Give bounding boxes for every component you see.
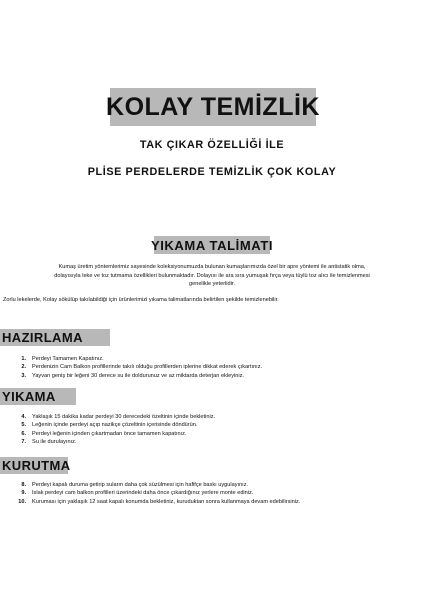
- title-banner: [106, 88, 320, 126]
- list-item: [10, 481, 420, 489]
- step-text: Leğenin içinde perdeyi açıp nazikçe çözeltinin içerisinde döndürün.: [32, 422, 198, 429]
- page-title: KOLAY TEMİZLİK: [106, 92, 320, 121]
- step-text: Perdeyi kapalı duruma getirip suların daha çok süzülmesi için hafifçe baskı uygulayınız.: [32, 482, 249, 488]
- cleaning-note: Zorlu lekelerde, Kolay sökülüp takılabildiği için ürünlerimizi yıkama talimatlarında belirtilen şekilde temizlenebilir.: [3, 297, 279, 303]
- intro-line: Kumaş üretim yöntemlerimiz sayesinde koleksiyonumuzda bulunan kumaşlarımızda özel bir apre yöntemi ile antistatik olma,: [58, 264, 366, 270]
- intro-line: genelikle yeterlidir.: [188, 281, 236, 288]
- list-item: [10, 355, 420, 363]
- list-item: [10, 498, 420, 506]
- step-text: Perdeyi leğenin içinden çıkartmadan önce tamamen kapatınız.: [32, 430, 187, 437]
- list-item: [10, 413, 420, 421]
- list-item: [10, 438, 420, 446]
- step-number: 3.: [21, 372, 26, 379]
- steps-list-hazirlama: [10, 355, 420, 380]
- heading-banner-hazirlama: [0, 329, 110, 346]
- intro-paragraph: [12, 263, 412, 289]
- step-number: 5.: [21, 422, 26, 429]
- step-text: Kuruması için yaklaşık 12 saat kapalı konumda bekletiniz, kuruduktan sonra kullanmaya devam edebilirsiniz.: [32, 498, 301, 505]
- step-text: Su ile durulayınız.: [32, 439, 77, 446]
- step-number: 2.: [21, 364, 26, 371]
- list-item: [10, 372, 420, 380]
- step-number: 1.: [21, 356, 26, 362]
- steps-list-kurutma: [10, 481, 420, 506]
- step-text: Islak perdeyi cam balkon profilleri üzerindeki daha önce çıkardığınız yerlere monte ediniz.: [32, 490, 254, 497]
- step-text: Yaklaşık 15 dakika kadar perdeyi 30 derecedeki özeltinin içinde bekletiniz.: [32, 414, 216, 420]
- list-item: [10, 363, 420, 371]
- heading-banner-yikama: [0, 388, 76, 405]
- step-text: Yayvan geniş bir leğeni 30 derece su ile doldurunuz ve az miktarda deterjan ekleyiniz.: [32, 372, 244, 379]
- intro-line: dolayısıyla leke ve toz tutmama özellikleri bulunmaktadır. Dolayısı ile ara sıra yumuşak fırça veya tüylü toz alıcı ile temizlenmesi: [54, 272, 370, 279]
- step-number: 4.: [21, 414, 26, 420]
- step-number: 10.: [18, 498, 26, 505]
- list-item: [10, 430, 420, 438]
- heading-banner-kurutma: [0, 457, 71, 474]
- step-text: Perdeyi Tamamen Kapatınız.: [32, 356, 104, 362]
- list-item: [10, 421, 420, 429]
- step-number: 6.: [21, 430, 26, 437]
- section-title: YIKAMA TALİMATI: [150, 237, 274, 253]
- heading-hazirlama: HAZIRLAMA: [2, 330, 83, 345]
- step-number: 8.: [21, 482, 26, 488]
- step-text: Perdenizin Cam Balkon profillerinde takılı olduğu profillerden iplerine dikkat ederek çıkartınız.: [32, 364, 263, 371]
- heading-yikama: YIKAMA: [2, 389, 56, 404]
- section-title-banner: [150, 236, 274, 254]
- steps-list-yikama: [10, 413, 420, 447]
- subtitle-line-2: PLİSE PERDELERDE TEMİZLİK ÇOK KOLAY: [87, 166, 337, 178]
- step-number: 7.: [21, 439, 26, 446]
- list-item: [10, 489, 420, 497]
- subtitle-line-1: TAK ÇIKAR ÖZELLİĞİ İLE: [139, 139, 285, 151]
- heading-kurutma: KURUTMA: [2, 458, 71, 473]
- step-number: 9.: [21, 490, 26, 497]
